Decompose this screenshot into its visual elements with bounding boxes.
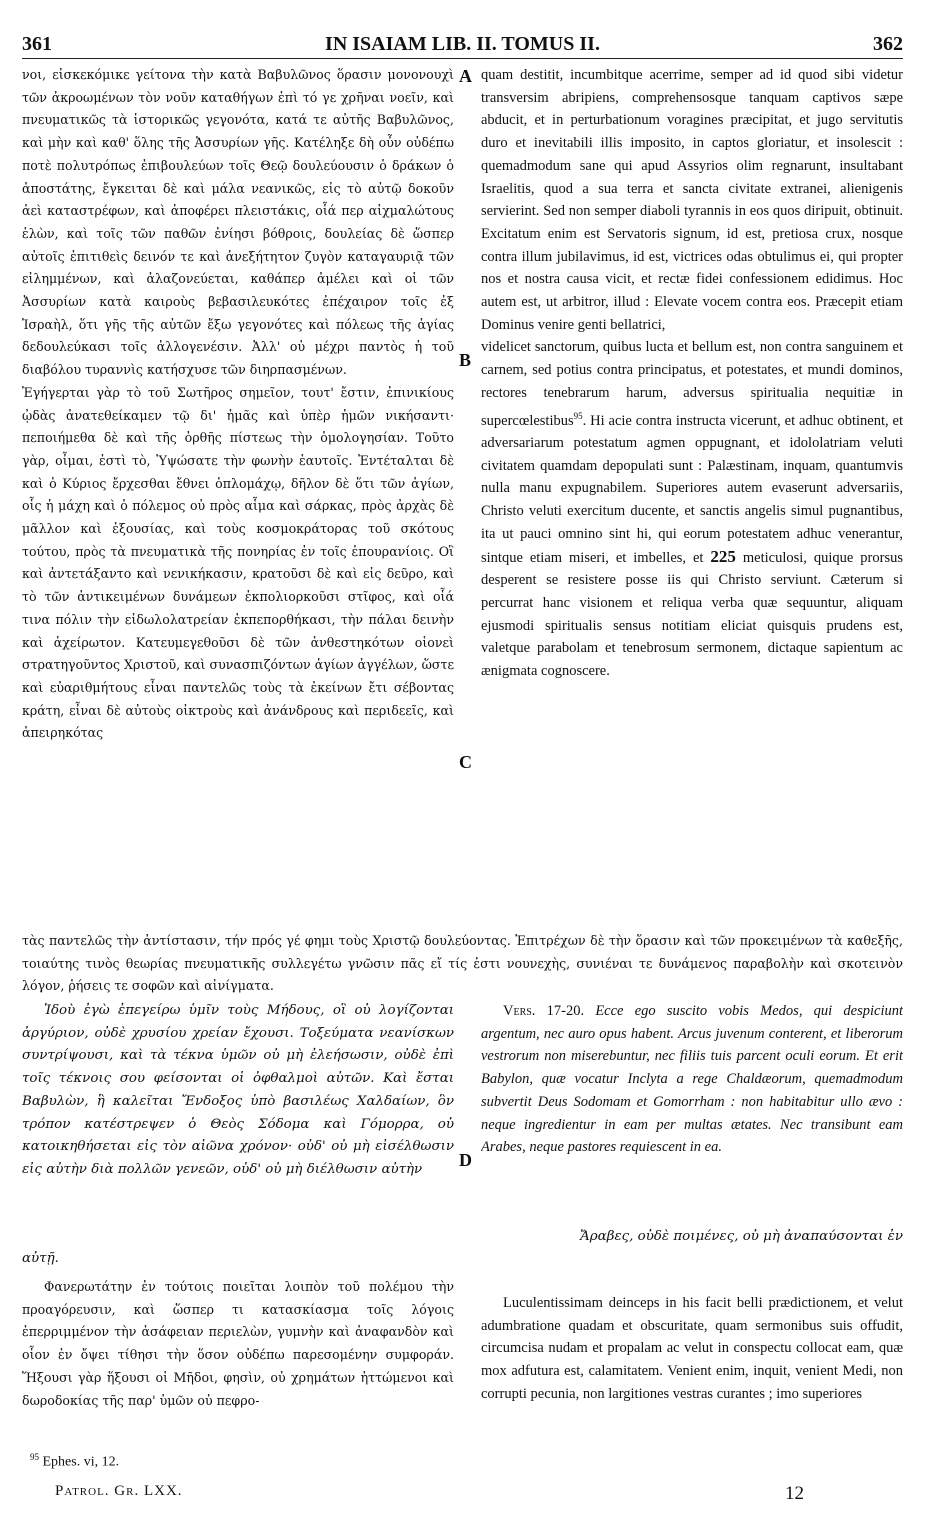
footnote <box>30 1452 119 1471</box>
verse-label: Vers. 17-20. <box>503 1003 585 1019</box>
verse-greek: Ἰδοὺ ἐγὼ ἐπεγείρω ὑμῖν τοὺς Μήδους, οἳ οὐ λογίζονται ἀργύριον, οὐδὲ χρυσίου χρείαν ἔχουσι. Τοξεύματα νεανίσκων συντρίψουσι, καὶ τὰ τέκνα ὑμῶν οὐ μὴ ἐλεήσωσιν, οὐδὲ ἐπὶ τοῖς τέκνοις σου φείσονται οἱ ὀφθαλμοὶ αὐτῶν. Καὶ ἔσται Βαβυλὼν, ἣ καλεῖται Ἔνδοξος ὑπὸ βασιλέως Χαλδαίων, ὃν τρόπον κατέστρεψεν ὁ Θεὸς Σόδομα καὶ Γόμορρα, οὐ κατοικηθήσεται εἰς τὸν αἰῶνα χρόνον· οὐδ' οὐ μὴ εἰσέλθωσιν εἰς αὐτὴν διὰ πολλῶν γενεῶν, οὐδ' οὐ μὴ διέλθωσιν αὐτὴν <box>22 1003 454 1177</box>
verse-greek-end: αὐτῇ. <box>22 1251 59 1266</box>
bottom-greek-paragraph: Φανερωτάτην ἐν τούτοις ποιεῖται λοιπὸν τοῦ πολέμου τὴν προαγόρευσιν, καὶ ὥσπερ τι κατασκίασμα τοῖς λόγοις ἐπερριμμένον τὴν ἀσάφειαν περιελὼν, γυμνὴν καὶ ἀναφανδὸν καὶ οἷον ἐν ὄψει τίθησι τὴν ὅσον οὐδέπω παρεσομένην συμφοράν. Ἥξουσι γὰρ ἥξουσι οἱ Μῆδοι, φησὶν, οὐ χρημάτων ἡττώμενοι καὶ δωροδοκίας τῆς παρ' ὑμῶν οὐ πεφρο- <box>22 1279 454 1408</box>
greek-paragraph-2: Ἐγήγερται γὰρ τὸ τοῦ Σωτῆρος σημεῖον, τουτ' ἔστιν, ἐπινικίους ᾠδὰς ἀνατεθείκαμεν τῷ δι' ἡμᾶς καὶ ὑπὲρ ἡμῶν νικήσαντι· πεποιήμεθα δὲ καὶ τῆς ὀρθῆς πίστεως τὴν ὁμολογησίαν. Τοῦτο γὰρ, οἶμαι, ἐστὶ τὸ, Ὑψώσατε τὴν φωνὴν ἑαυτοῖς. Ἐντέταλται δὲ καὶ ὁ Κύριος ἔρχεσθαι ἔθνει ὁπλομάχῳ, δῆλον δὲ ὅτι τῶν ἁγίων, οἷς ἡ μάχη καὶ ὁ πόλεμος οὐ πρὸς αἷμα καὶ σάρκας, πρὸς ἀρχὰς δὲ μᾶλλον καὶ ἐξουσίας, καὶ τοὺς κοσμοκράτορας τοῦ σκότους τούτου, πρὸς τὰ πνευματικὰ τῆς πονηρίας ἐν τοῖς ἐπουρανίοις. Οἳ καὶ ἀντετάξαντο καὶ νενικήκασιν, κρατοῦσι δὲ καὶ εἰς δεῦρο, καὶ τὸ τῶν ἀντικειμένων δυνάμεων ἐκπολιορκοῦσι στῖφος, καὶ οἷά τινα πόλιν τὴν εἰδωλολατρείαν ἐκπεπορθήκασι, τὴν πάλαι δεινὴν καὶ ἀχείρωτον. Κατευμεγεθοῦσι δὲ τῶν ἀνθεστηκότων οἱονεὶ στρατηγοῦντος Χριστοῦ, καὶ συνασπιζόντων ἁγίων ἀγγέλων, ὥστε καὶ εὐαριθμήτους εἶναι παντελῶς τοὺς τὰ ἐκείνων ἔτι σέβοντας κράτη, εἶναι δὲ αὐτοὺς οἰκτροὺς καὶ ἀνάνδρους καὶ περιδεεῖς, καὶ ἀπειρηκότας <box>22 384 454 741</box>
left-page-number: 361 <box>22 32 52 55</box>
signature-number: 12 <box>785 1483 804 1504</box>
footnote-number: 95 <box>30 1452 39 1462</box>
running-title: IN ISAIAM LIB. II. TOMUS II. <box>325 32 600 55</box>
footnote-ref: 95 <box>573 410 583 421</box>
latin-text-a: videlicet sanctorum, quibus lucta et bellum est, non contra sanguinem et carnem, sed potius contra principatus, et potestates, et mundi dominos, rectores tenebrarum harum, adversus spiritualia nequitiæ in supercœlestibus <box>481 339 903 429</box>
greek-column <box>22 64 454 930</box>
latin-paragraph-2 <box>481 336 903 682</box>
right-page-number: 362 <box>873 32 903 55</box>
greek-spanning-text: τὰς παντελῶς τὴν ἀντίστασιν, τήν πρός γέ φημι τοὺς Χριστῷ δουλεύοντας. Ἐπιτρέχων δὲ τὴν ὅρασιν καὶ τῶν προκειμένων τὰ καθεξῆς, τοιαύτης τινὸς θεωρίας πνευματικῆς συλλεγέτω γνῶσιν πᾶς εἴ τίς ἐστι νουνεχὴς, συνιέναι τε δυνάμενος παραβολὴν καὶ σκοτεινὸν λόγον, ῥήσεις τε σοφῶν καὶ αἰνίγματα. <box>22 933 903 994</box>
latin-paragraph-1: quam destitit, incumbitque acerrime, semper ad id quod sibi videtur transversim abripiens, comprehensosque tanquam captivos sæpe abducit, et in perturbationum voragines præcipitat, et jugo servitutis duro et inevitabili illis imposito, in captos gloriatur, et insolescit : quemadmodum sane qui apud Assyrios olim regnarunt, insultabant Israelitis, quod a sua terra et sancta civitate extranei, alienigenis servierint. Sed non semper diaboli tyrannis in eos quos diripuit, obtinuit. Excitatum enim est Servatoris signum, id est, pretiosa crux, nosque contra illum jubilavimus, id est, victrices odas obtulimus ei, qui propter nos et nostra causa vicit, et rectæ fidei confessionem edidimus. Hoc autem est, ut arbitror, illud : Elevate vocem contra eos. Præcepit etiam Dominus venire genti bellatrici, <box>481 67 903 333</box>
margin-marker-d: D <box>459 1150 472 1170</box>
latin-text-b: . Hi acie contra instructa vicerunt, et adhuc obtinent, et adversariarum potestatum agmen oppugnant, et idololatriam veluti civitatem quamdam depopulati sunt : Palæstinam, inquam, quantumvis nulla manu expugnabilem. Superiores autem evaserunt adversariis, Christo veluti exercitum ducente, et sanctis angelis simul pugnantibus, ita ut pauci omnino sint hi, qui eorum potestatem adhuc venerantur, sintque etiam miseri, et imbelles, et <box>481 412 903 566</box>
verse-latin-block <box>481 1000 903 1226</box>
series-signature: Patrol. Gr. LXX. <box>55 1483 183 1499</box>
margin-marker-c: C <box>459 752 472 772</box>
latin-column <box>481 64 903 930</box>
verse-latin: Ecce ego suscito vobis Medos, qui despiciunt argentum, nec auro opus habent. Arcus juvenum conterent, et liberorum vestrorum non miserebuntur, nec filiis tuis parcent oculi eorum. Et erit Babylon, quæ vocatur Inclyta a rege Chaldæorum, quemadmodum subvertit Deus Sodomam et Gomorrham : non habitabitur ullo ævo : neque ingredientur in eam per multas ætates. Nec transibunt eam Arabes, neque pastores requiescent in ea. <box>481 1003 903 1156</box>
greek-paragraph-1: νοι, εἰσκεκόμικε γείτονα τὴν κατὰ Βαβυλῶνος ὅρασιν μονονουχὶ τῶν ἀκροωμένων τὸν νοῦν καταθήγων ἐπὶ τό γε χρῆναι νοεῖν, καὶ πνευματικῶς τὰ ἱστορικῶς γεγονότα, κατά τε αὐτῆς Βαβυλῶνος, καὶ μὴν καὶ καθ' ὅλης τῆς Ἀσσυρίων γῆς. Κατέληξε δὴ οὖν οὐδέπω ποτὲ πολυτρόπως ἐπιβουλεύων τοῖς Θεῷ δουλεύουσιν ὁ δράκων ὁ ἀποστάτης, ἔγκειται δὲ καὶ μάλα νεανικῶς, εἰς τὸ αὐτῷ δοκοῦν ἀεὶ καταστρέφων, καὶ ἀποφέρει πλειστάκις, οἷά περ αἰχμαλώτους ἑλὼν, καὶ τοῖς τῶν παθῶν ἐνίησι βόθροις, δουλείας δὲ ὥσπερ αὐτοῖς ἐπιτιθεὶς δεινόν τε καὶ ἀνεξήτητον ζυγὸν καταγαυριᾷ τῶν εἰλημμένων, καὶ ἀλαζονεύεται, καθάπερ ἀμέλει καὶ οἱ τῶν Ἀσσυρίων κατὰ καιροὺς βεβασιλευκότες ἐπέχαιρον τοῖς ἐξ Ἰσραὴλ, ὅτι γῆς τῆς αὐτῶν ἔξω γεγονότες καὶ πόλεως τῆς ἁγίας δεδουλεύκασι τοῖς ἀλλογενέσιν. Ἀλλ' οὐ μέχρι παντὸς ἡ τοῦ διαβόλου τυραννὶς κατήσχυσε τῶν διηρπασμένων. <box>22 67 454 378</box>
column-number: 225 <box>710 546 736 566</box>
margin-marker-b: B <box>459 350 472 370</box>
verse-greek-span: Ἄραβες, οὐδὲ ποιμένες, οὐ μὴ ἀναπαύσονται ἐν <box>579 1229 903 1244</box>
margin-marker-a: A <box>459 66 472 86</box>
latin-text-c: meticulosi, quique prorsus desperent se resistere posse iis qui Christo serviunt. Cæterum si percurrat hanc visionem et reliqua verba quæ sequuntur, aliquam ejusmodi spiritualis sensus notitiam eliciat quisquis prudens est, valetque parabolam et tenebrosum sermonem, dictaque sapientum ac ænigmata cognoscere. <box>481 549 903 680</box>
bottom-latin-paragraph: Luculentissimam deinceps in his facit belli prædictionem, et velut adumbratione quadam et obscuritate, quam sermonibus suis offudit, circumcisa nudam et propalam ac velut in conspectu collocat eam, quæ mox adfutura est, calamitatem. Venient enim, inquit, venient Medi, non corrupti pecunia, non largitiones vestras curantes ; imo superiores <box>481 1295 903 1402</box>
footnote-text: Ephes. vi, 12. <box>42 1454 120 1470</box>
running-header <box>22 30 903 59</box>
